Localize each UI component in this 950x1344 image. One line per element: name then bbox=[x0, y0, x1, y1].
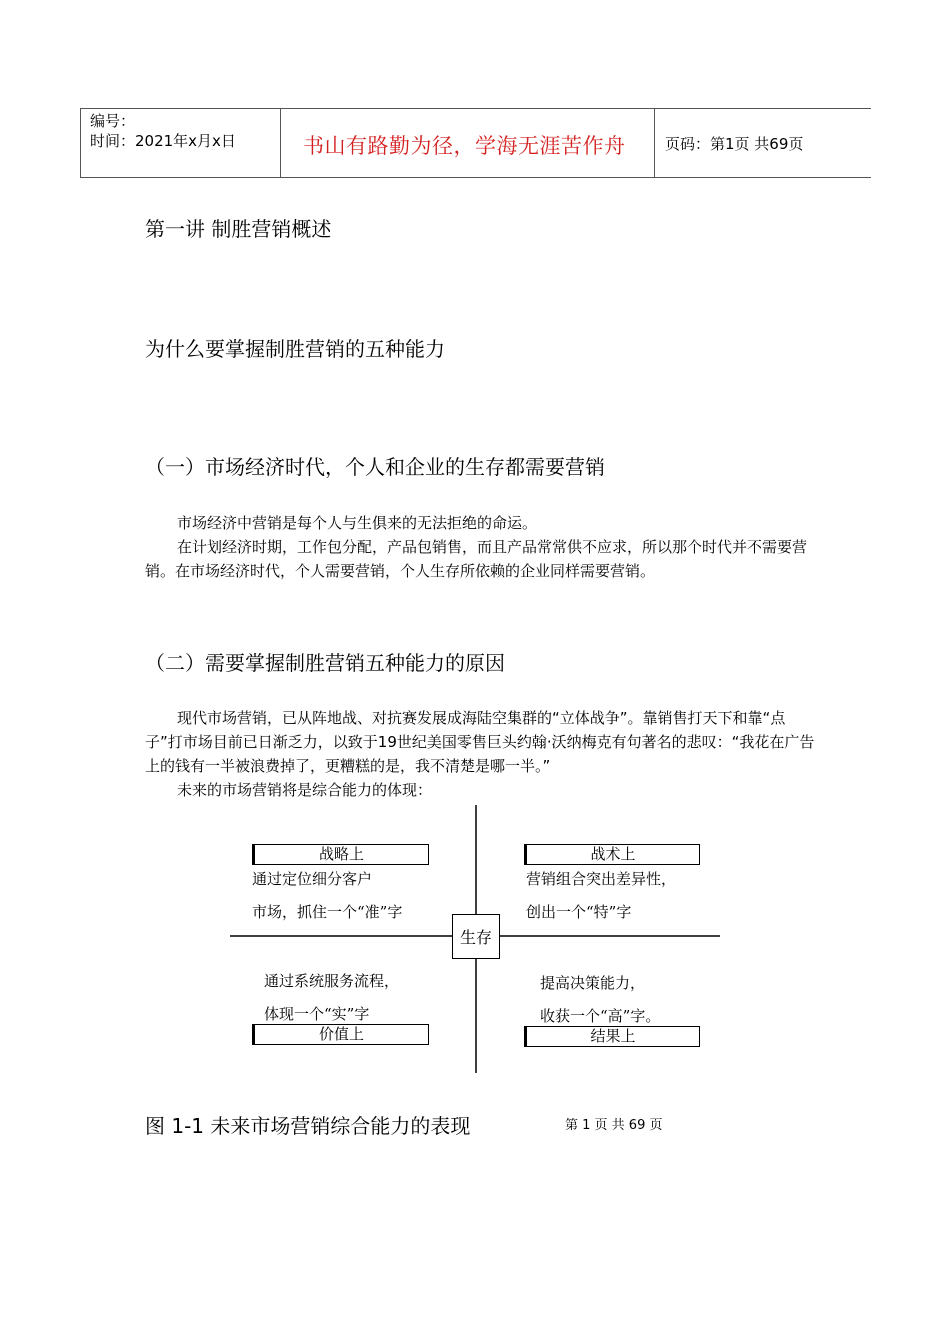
time-label: 时间：2021年x月x日 bbox=[90, 132, 236, 150]
footer-page-number: 第 1 页 共 69 页 bbox=[565, 1118, 663, 1133]
strategy-text-line-2: 市场，抓住一个“准”字 bbox=[252, 903, 403, 921]
strategy-label-box: 战略上 bbox=[252, 844, 429, 865]
result-text-line-1: 提高决策能力， bbox=[540, 974, 646, 992]
center-survival-box: 生存 bbox=[452, 914, 500, 959]
capability-diagram bbox=[230, 805, 722, 1075]
section2-body bbox=[145, 706, 815, 802]
header-motto-cell bbox=[281, 109, 655, 177]
header-page-cell bbox=[655, 109, 871, 177]
page-info: 页码：第1页 共69页 bbox=[665, 135, 804, 153]
lecture-title: 第一讲 制胜营销概述 bbox=[145, 217, 332, 241]
section2-paragraph-1: 现代市场营销，已从阵地战、对抗赛发展成海陆空集群的“立体战争”。靠销售打天下和靠“点子”打市场目前已日渐乏力，以致于19世纪美国零售巨头约翰·沃纳梅克有句著名的悲叹：“我花在广告上的钱有一半被浪费掉了，更糟糕的是，我不清楚是哪一半。” bbox=[145, 709, 815, 775]
section2-paragraph-2: 未来的市场营销将是综合能力的体现： bbox=[177, 781, 433, 799]
section-why-heading: 为什么要掌握制胜营销的五种能力 bbox=[145, 337, 445, 361]
strategy-text-line-1: 通过定位细分客户 bbox=[252, 870, 373, 888]
section2-heading: （二）需要掌握制胜营销五种能力的原因 bbox=[145, 651, 505, 675]
tactics-text-line-1: 营销组合突出差异性， bbox=[526, 870, 677, 888]
header-table bbox=[80, 108, 871, 178]
value-text-line-2: 体现一个“实”字 bbox=[264, 1005, 370, 1023]
value-text-line-1: 通过系统服务流程， bbox=[264, 972, 400, 990]
section1-paragraph-2: 在计划经济时期，工作包分配，产品包销售，而且产品常常供不应求，所以那个时代并不需要营销。在市场经济时代，个人需要营销，个人生存所依赖的企业同样需要营销。 bbox=[145, 538, 808, 580]
tactics-text-line-2: 创出一个“特”字 bbox=[526, 903, 632, 921]
section1-heading: （一）市场经济时代，个人和企业的生存都需要营销 bbox=[145, 455, 605, 479]
result-label-box: 结果上 bbox=[524, 1026, 700, 1047]
tactics-label-box: 战术上 bbox=[524, 844, 700, 865]
value-label-box: 价值上 bbox=[252, 1024, 429, 1045]
header-meta-cell bbox=[81, 109, 281, 177]
serial-label: 编号： bbox=[90, 112, 136, 130]
result-text-line-2: 收获一个“高”字。 bbox=[540, 1007, 661, 1025]
motto: 书山有路勤为径，学海无涯苦作舟 bbox=[303, 134, 626, 158]
section1-body bbox=[145, 511, 815, 583]
section1-paragraph-1: 市场经济中营销是每个人与生俱来的无法拒绝的命运。 bbox=[177, 514, 538, 532]
figure-caption: 图 1-1 未来市场营销综合能力的表现 bbox=[145, 1114, 471, 1138]
